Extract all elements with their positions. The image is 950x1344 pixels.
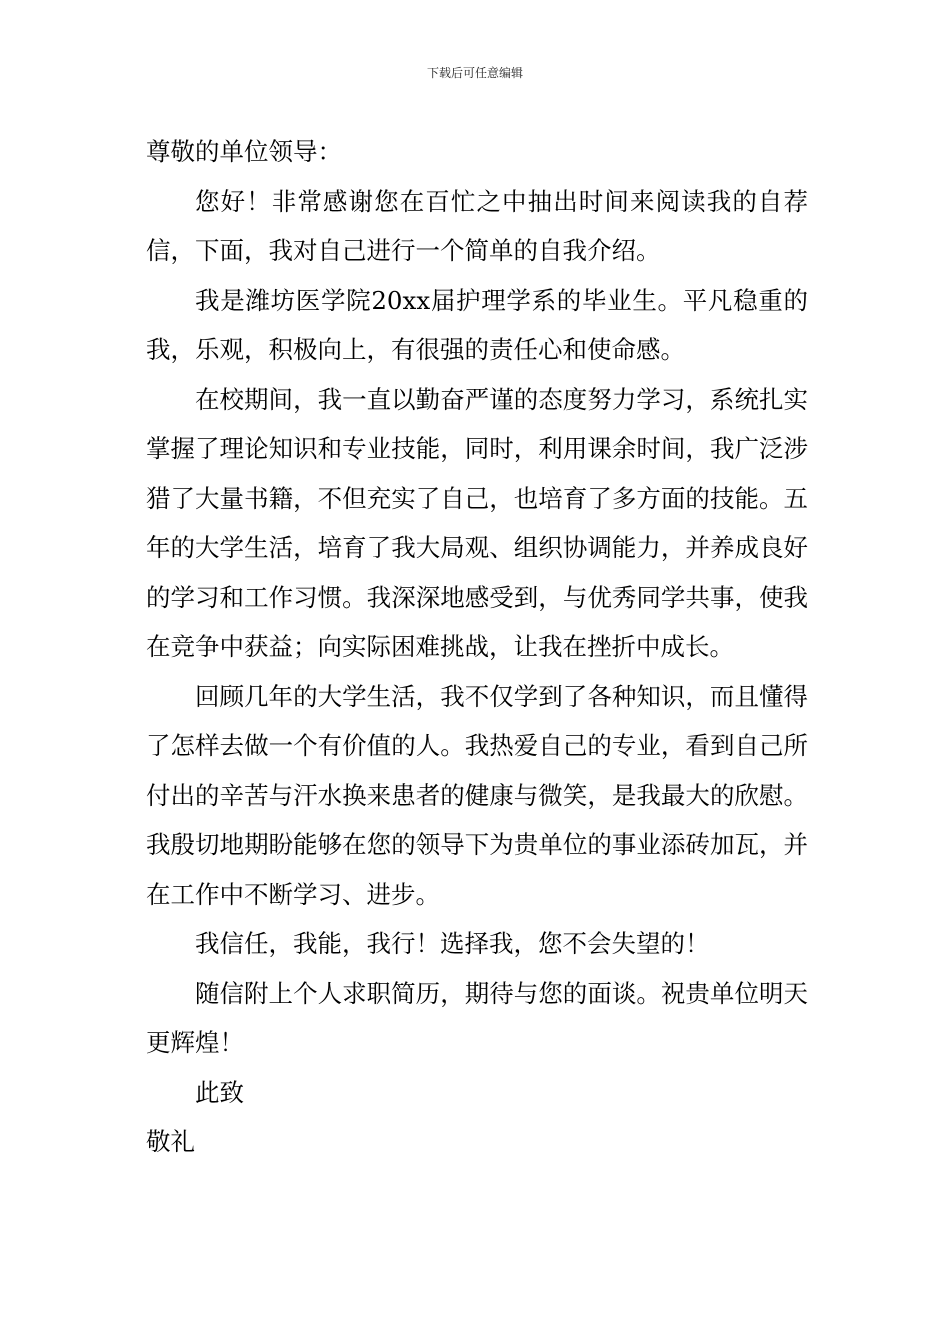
letter-salutation: 尊敬的单位领导： (146, 137, 342, 166)
letter-paragraph-review: 回顾几年的大学生活，我不仅学到了各种知识，而且懂得了怎样去做一个有价值的人。我热爱自己的专业，看到自己所付出的辛苦与汗水换来患者的健康与微笑，是我最大的欣慰。我殷切地期盼能够在您的领导下为贵单位的事业添砖加瓦，并在工作中不断学习、进步。 (146, 681, 808, 909)
letter-paragraph-attachment: 随信附上个人求职简历，期待与您的面谈。祝贵单位明天更辉煌！ (146, 978, 808, 1057)
letter-paragraph-confidence: 我信任，我能，我行！选择我，您不会失望的！ (195, 929, 710, 958)
letter-body (146, 127, 808, 1167)
letter-paragraph-school-period: 在校期间，我一直以勤奋严谨的态度努力学习，系统扎实掌握了理论知识和专业技能，同时，利用课余时间，我广泛涉猎了大量书籍，不但充实了自己，也培育了多方面的技能。五年的大学生活，培育了我大局观、组织协调能力，并养成良好的学习和工作习惯。我深深地感受到，与优秀同学共事，使我在竞争中获益；向实际困难挑战，让我在挫折中成长。 (146, 384, 808, 661)
letter-closing-cizhi: 此致 (195, 1077, 244, 1107)
letter-paragraph-greeting: 您好！非常感谢您在百忙之中抽出时间来阅读我的自荐信，下面，我对自己进行一个简单的自我介绍。 (146, 186, 808, 265)
letter-paragraph-introduction: 我是潍坊医学院20xx届护理学系的毕业生。平凡稳重的我，乐观，积极向上，有很强的责任心和使命感。 (146, 285, 808, 364)
page-header-note: 下载后可任意编辑 (426, 66, 523, 80)
letter-closing-jingli: 敬礼 (146, 1127, 195, 1156)
